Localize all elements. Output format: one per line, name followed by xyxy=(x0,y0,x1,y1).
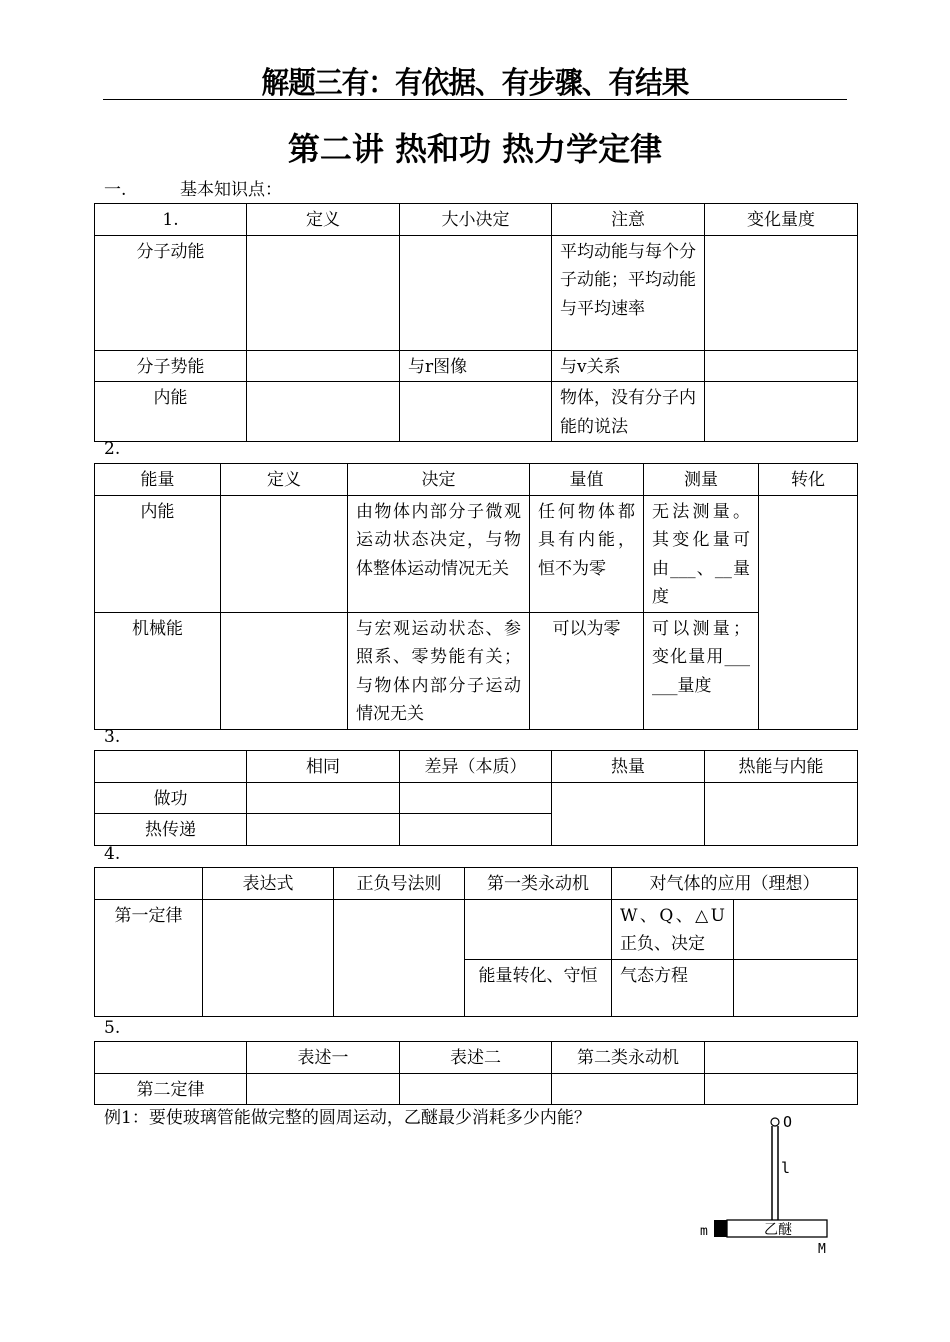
label-m: m xyxy=(700,1224,708,1239)
table-2-header: 测量 xyxy=(644,464,759,496)
table-4-header: 正负号法则 xyxy=(334,868,465,900)
section-heading-number: 一. xyxy=(104,180,127,200)
table-3-header: 差异（本质） xyxy=(400,751,552,783)
table-cell: 与宏观运动状态、参照系、零势能有关；与物体内部分子运动情况无关 xyxy=(348,612,530,729)
lecture-title: 第二讲 热和功 热力学定律 xyxy=(287,130,663,168)
table-cell xyxy=(247,235,400,350)
table-cell xyxy=(400,782,552,814)
table-2-header: 量值 xyxy=(530,464,644,496)
table-cell xyxy=(400,382,552,442)
table-cell xyxy=(221,495,348,612)
table-4-header xyxy=(95,868,203,900)
table-cell: W、Q、△U正负、决定 xyxy=(612,899,734,959)
table-cell: 内能 xyxy=(95,382,247,442)
table-4-header: 第一类永动机 xyxy=(465,868,612,900)
mass-block xyxy=(714,1220,727,1237)
table-cell: 内能 xyxy=(95,495,221,612)
table-1 xyxy=(94,203,858,442)
item-label-4: 4. xyxy=(104,844,121,864)
table-cell: 可以为零 xyxy=(530,612,644,729)
table-cell: 分子动能 xyxy=(95,235,247,350)
table-cell xyxy=(552,782,705,845)
table-2-header: 定义 xyxy=(221,464,348,496)
table-cell xyxy=(400,1073,552,1105)
table-cell xyxy=(705,382,858,442)
table-1-header: 1. xyxy=(95,204,247,236)
table-4-header: 对气体的应用（理想） xyxy=(612,868,858,900)
item-label-3: 3. xyxy=(104,727,121,747)
pivot-point xyxy=(771,1118,779,1126)
table-row-label: 第一定律 xyxy=(95,899,203,1016)
table-cell: 与v关系 xyxy=(552,350,705,382)
table-cell: 与r图像 xyxy=(400,350,552,382)
table-cell-conversion xyxy=(759,495,858,729)
table-cell: 分子势能 xyxy=(95,350,247,382)
table-cell xyxy=(734,959,858,1016)
table-2 xyxy=(94,463,858,730)
table-3-header: 热能与内能 xyxy=(705,751,858,783)
header-rule xyxy=(103,99,847,100)
table-2-header: 决定 xyxy=(348,464,530,496)
table-cell xyxy=(203,899,334,1016)
label-big-m: M xyxy=(818,1242,826,1257)
table-2-header: 转化 xyxy=(759,464,858,496)
section-heading: 基本知识点： xyxy=(180,180,282,200)
table-5-header: 表述二 xyxy=(400,1042,552,1074)
table-1-header: 注意 xyxy=(552,204,705,236)
table-cell xyxy=(400,814,552,846)
item-label-5: 5. xyxy=(104,1018,121,1038)
table-cell: 能量转化、守恒 xyxy=(465,959,612,1016)
glass-tube-diagram xyxy=(690,1108,850,1258)
table-cell: 可以测量；变化量用______量度 xyxy=(644,612,759,729)
table-cell xyxy=(705,782,858,845)
table-1-header: 变化量度 xyxy=(705,204,858,236)
table-cell: 气态方程 xyxy=(612,959,734,1016)
table-3-header xyxy=(95,751,247,783)
table-cell xyxy=(221,612,348,729)
table-3-header: 相同 xyxy=(247,751,400,783)
label-o: O xyxy=(783,1113,793,1131)
table-3-header: 热量 xyxy=(552,751,705,783)
table-1-header: 定义 xyxy=(247,204,400,236)
table-cell: 机械能 xyxy=(95,612,221,729)
item-label-2: 2. xyxy=(104,439,121,459)
table-cell: 由物体内部分子微观运动状态决定，与物体整体运动情况无关 xyxy=(348,495,530,612)
table-cell: 无法测量。其变化量可由___、__量度 xyxy=(644,495,759,612)
table-cell xyxy=(247,350,400,382)
table-cell xyxy=(400,235,552,350)
table-cell xyxy=(552,1073,705,1105)
table-4-header: 表达式 xyxy=(203,868,334,900)
table-cell: 物体，没有分子内能的说法 xyxy=(552,382,705,442)
table-cell xyxy=(247,1073,400,1105)
table-cell: 任何物体都具有内能，恒不为零 xyxy=(530,495,644,612)
table-cell xyxy=(247,782,400,814)
table-5 xyxy=(94,1041,858,1105)
table-cell xyxy=(334,899,465,1016)
label-l: l xyxy=(781,1159,791,1177)
table-cell xyxy=(247,814,400,846)
table-cell xyxy=(705,1073,858,1105)
table-row-label: 做功 xyxy=(95,782,247,814)
table-4 xyxy=(94,867,858,1017)
table-cell xyxy=(705,235,858,350)
table-cell xyxy=(247,382,400,442)
table-2-header: 能量 xyxy=(95,464,221,496)
table-5-header xyxy=(705,1042,858,1074)
table-row-label: 热传递 xyxy=(95,814,247,846)
label-ether: 乙醚 xyxy=(764,1222,792,1238)
table-5-header: 表述一 xyxy=(247,1042,400,1074)
table-cell xyxy=(705,350,858,382)
table-5-header xyxy=(95,1042,247,1074)
example-question: 例1：要使玻璃管能做完整的圆周运动，乙醚最少消耗多少内能？ xyxy=(104,1108,591,1128)
table-row-label: 第二定律 xyxy=(95,1073,247,1105)
header-title: 解题三有：有依据、有步骤、有结果 xyxy=(261,66,689,101)
table-1-header: 大小决定 xyxy=(400,204,552,236)
table-cell: 平均动能与每个分子动能；平均动能与平均速率 xyxy=(552,235,705,350)
table-3 xyxy=(94,750,858,846)
table-cell xyxy=(465,899,612,959)
table-5-header: 第二类永动机 xyxy=(552,1042,705,1074)
table-cell xyxy=(734,899,858,959)
